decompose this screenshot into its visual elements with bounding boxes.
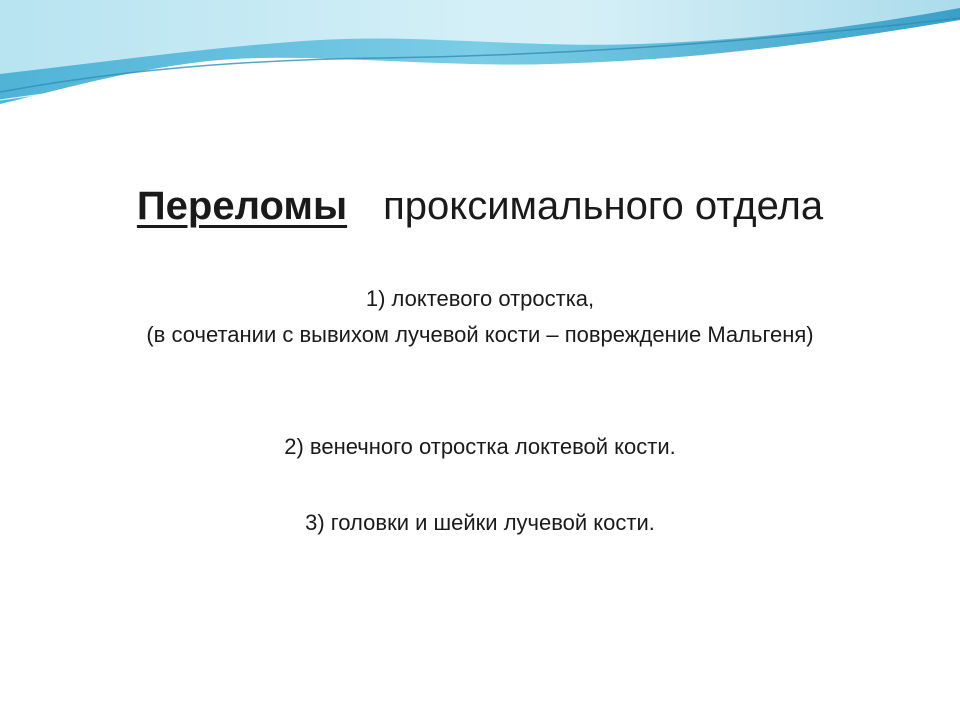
header-wave-decoration — [0, 0, 960, 120]
title-strong: Переломы — [136, 184, 348, 228]
slide-title — [0, 184, 960, 229]
list-item: 3) головки и шейки лучевой кости. — [305, 510, 655, 535]
list-item: (в сочетании с вывихом лучевой кости – повреждение Мальгеня) — [146, 322, 814, 347]
list-item: 2) венечного отростка локтевой кости. — [284, 434, 676, 459]
list-item: 1) локтевого отростка, — [365, 286, 595, 311]
title-rest: проксимального отдела — [383, 184, 824, 228]
